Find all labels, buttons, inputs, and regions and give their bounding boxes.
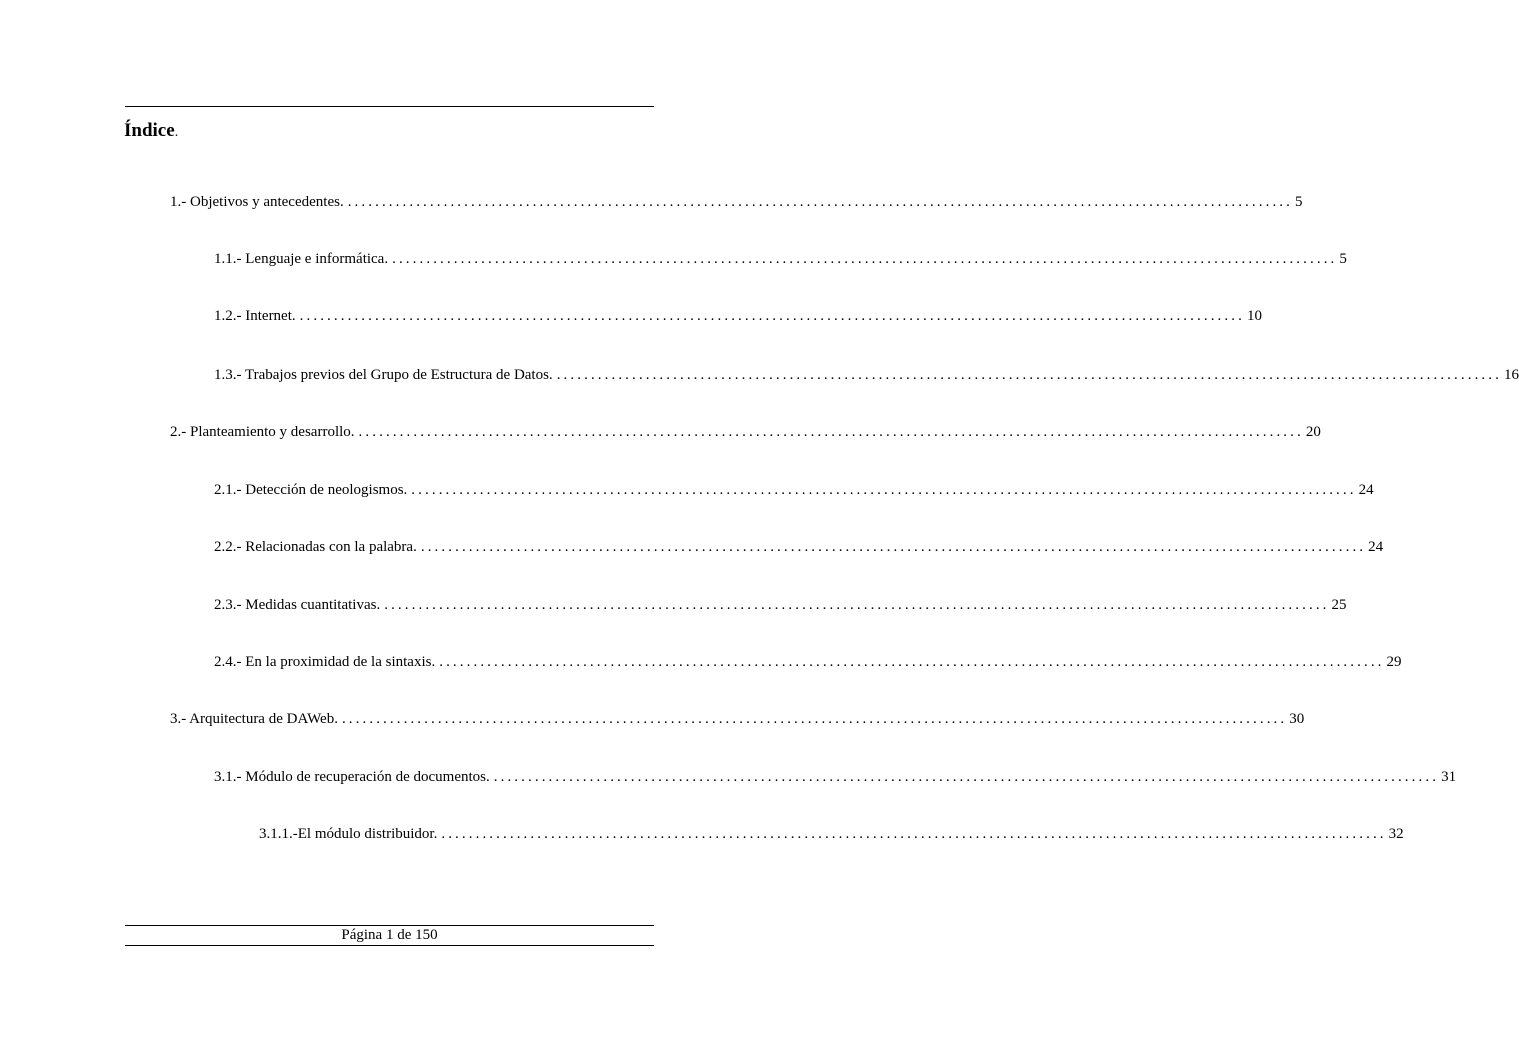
toc-dot-leader: .......................................................................................................................................... bbox=[493, 769, 1440, 785]
toc-entry-page: 5 bbox=[1339, 251, 1347, 267]
toc-entry-page: 5 bbox=[1295, 194, 1303, 210]
toc-entry-label: 2.4.- En la proximidad de la sintaxis. bbox=[214, 654, 436, 670]
toc-entry-3-1[interactable] bbox=[214, 767, 1457, 787]
toc-entry-label: 2.- Planteamiento y desarrollo. bbox=[170, 424, 355, 440]
toc-dot-leader: .......................................................................................................................................... bbox=[341, 711, 1288, 727]
toc-entry-label: 1.- Objetivos y antecedentes. bbox=[170, 194, 344, 210]
toc-entry-label: 3.- Arquitectura de DAWeb. bbox=[170, 711, 338, 727]
toc-entry-1-1[interactable] bbox=[214, 249, 1347, 269]
toc-entry-page: 29 bbox=[1386, 654, 1402, 670]
index-heading-period: . bbox=[174, 125, 179, 140]
toc-entry-label: 1.1.- Lenguaje e informática. bbox=[214, 251, 389, 267]
toc-entry-label: 1.3.- Trabajos previos del Grupo de Estructura de Datos. bbox=[214, 367, 553, 383]
toc-dot-leader: .......................................................................................................................................... bbox=[420, 539, 1367, 555]
toc-dot-leader: .......................................................................................................................................... bbox=[358, 424, 1304, 440]
toc-entry-1[interactable] bbox=[170, 192, 1303, 212]
toc-dot-leader: .......................................................................................................................................... bbox=[441, 826, 1387, 842]
toc-entry-page: 10 bbox=[1246, 308, 1262, 324]
toc-entry-label: 2.1.- Detección de neologismos. bbox=[214, 482, 408, 498]
toc-entry-page: 31 bbox=[1441, 769, 1457, 785]
index-heading-text: Índice bbox=[124, 120, 175, 141]
toc-entry-1-3[interactable] bbox=[214, 365, 1519, 385]
toc-entry-label: 3.1.- Módulo de recuperación de documentos. bbox=[214, 769, 490, 785]
toc-entry-label: 1.2.- Internet. bbox=[214, 308, 296, 324]
toc-entry-page: 32 bbox=[1388, 826, 1404, 842]
toc-entry-page: 16 bbox=[1504, 367, 1519, 383]
toc-entry-label: 2.2.- Relacionadas con la palabra. bbox=[214, 539, 417, 555]
toc-entry-2-2[interactable] bbox=[214, 537, 1384, 557]
toc-entry-2-3[interactable] bbox=[214, 595, 1347, 615]
toc-entry-label: 2.3.- Medidas cuantitativas. bbox=[214, 597, 381, 613]
toc-entry-page: 24 bbox=[1368, 539, 1384, 555]
toc-entry-1-2[interactable] bbox=[214, 306, 1262, 326]
toc-dot-leader: .......................................................................................................................................... bbox=[392, 251, 1338, 267]
toc-entry-page: 30 bbox=[1289, 711, 1305, 727]
toc-dot-leader: .......................................................................................................................................... bbox=[439, 654, 1385, 670]
toc-dot-leader: .......................................................................................................................................... bbox=[299, 308, 1245, 324]
toc-dot-leader: .......................................................................................................................................... bbox=[411, 482, 1357, 498]
toc-dot-leader: .......................................................................................................................................... bbox=[556, 367, 1502, 383]
toc-entry-3[interactable] bbox=[170, 709, 1305, 729]
toc-entry-page: 25 bbox=[1331, 597, 1347, 613]
toc-entry-2-1[interactable] bbox=[214, 480, 1374, 500]
toc-entry-label: 3.1.1.-El módulo distribuidor. bbox=[259, 826, 438, 842]
toc-dot-leader: .......................................................................................................................................... bbox=[347, 194, 1294, 210]
footer-rule-bottom bbox=[125, 945, 654, 946]
toc-entry-2[interactable] bbox=[170, 422, 1321, 442]
toc-entry-3-1-1[interactable] bbox=[259, 824, 1404, 844]
toc-entry-page: 20 bbox=[1305, 424, 1321, 440]
toc-entry-page: 24 bbox=[1358, 482, 1374, 498]
toc-dot-leader: .......................................................................................................................................... bbox=[384, 597, 1330, 613]
toc-entry-2-4[interactable] bbox=[214, 652, 1402, 672]
page-number: Página 1 de 150 bbox=[341, 927, 438, 943]
